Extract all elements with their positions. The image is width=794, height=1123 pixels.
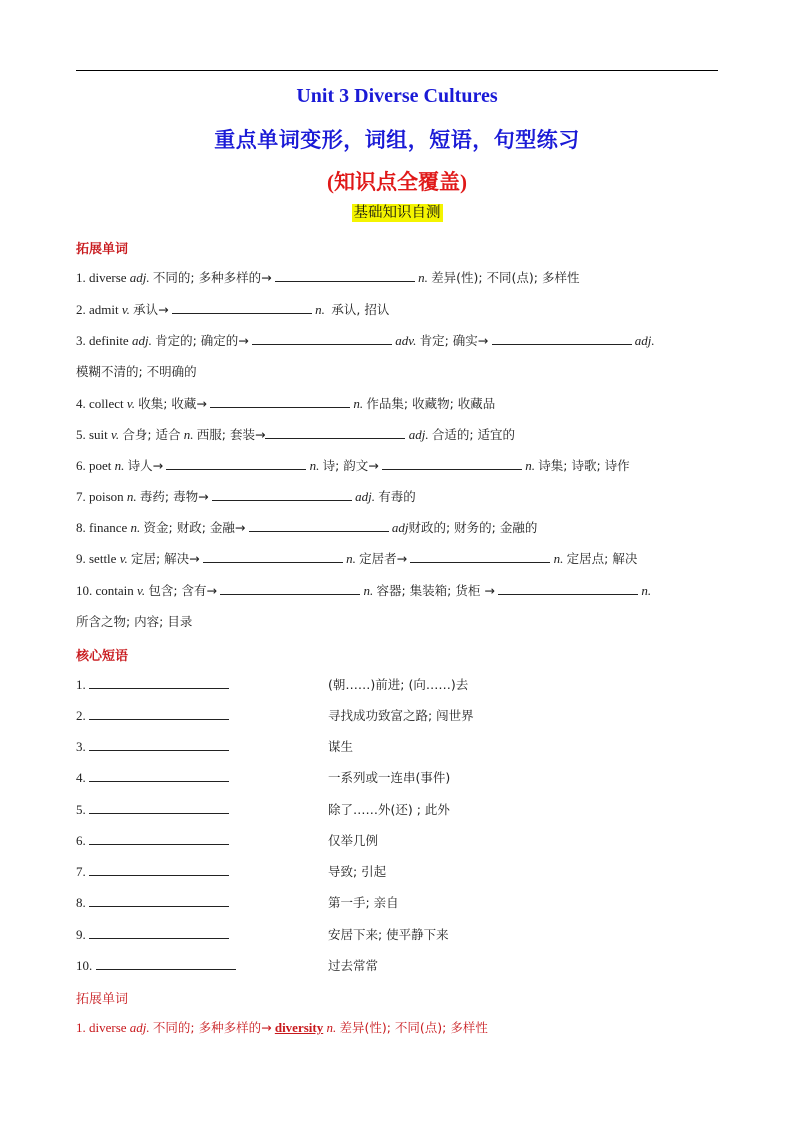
phrase-item-2: 2. <box>76 707 229 725</box>
section-heading-core-phrases: 核心短语 <box>76 649 129 664</box>
answer-blank[interactable] <box>166 457 306 470</box>
answer-blank[interactable] <box>249 519 389 532</box>
answer-blank[interactable] <box>220 582 360 595</box>
answer-item-1: 1. diverse adj. 不同的; 多种多样的→ diversity n. 差异(性); 不同(点); 多样性 <box>76 1020 488 1035</box>
answer-section-heading: 拓展单词 <box>76 992 129 1007</box>
word-item-10-continued: 所含之物; 内容; 目录 <box>76 614 193 629</box>
answer-blank[interactable] <box>89 707 229 720</box>
answer-blank[interactable] <box>265 426 405 439</box>
answer-blank[interactable] <box>89 894 229 907</box>
phrase-item-9: 9. <box>76 926 229 944</box>
phrase-meaning-9: 安居下来; 使平静下来 <box>328 927 449 942</box>
phrase-meaning-10: 过去常常 <box>328 958 379 973</box>
phrase-meaning-8: 第一手; 亲自 <box>328 895 399 910</box>
phrase-meaning-1: (朝……)前进; (向……)去 <box>328 677 469 692</box>
word-item-7: 7. poison n. 毒药; 毒物→ adj. 有毒的 <box>76 489 416 504</box>
phrase-meaning-7: 导致; 引起 <box>328 864 387 879</box>
answer-diversity: diversity <box>274 1020 324 1035</box>
section-heading-expand-words: 拓展单词 <box>76 242 129 257</box>
phrase-item-10: 10. <box>76 957 236 975</box>
header-rule <box>76 70 718 71</box>
word-item-3-continued: 模糊不清的; 不明确的 <box>76 364 197 379</box>
word-item-8: 8. finance n. 资金; 财政; 金融→ adj财政的; 财务的; 金融的 <box>76 520 538 535</box>
answer-blank[interactable] <box>89 863 229 876</box>
answer-blank[interactable] <box>492 332 632 345</box>
word-item-4: 4. collect v. 收集; 收藏→ n. 作品集; 收藏物; 收藏品 <box>76 396 496 411</box>
phrase-item-4: 4. <box>76 769 229 787</box>
answer-blank[interactable] <box>172 301 312 314</box>
coverage-note: (知识点全覆盖) <box>327 170 467 194</box>
word-item-2: 2. admit v. 承认→ n. 承认, 招认 <box>76 302 390 317</box>
answer-blank[interactable] <box>89 832 229 845</box>
self-test-badge: 基础知识自测 <box>353 205 441 221</box>
phrase-item-1: 1. <box>76 676 229 694</box>
answer-blank[interactable] <box>89 676 229 689</box>
phrase-item-3: 3. <box>76 738 229 756</box>
answer-blank[interactable] <box>382 457 522 470</box>
answer-blank[interactable] <box>410 550 550 563</box>
answer-blank[interactable] <box>210 395 350 408</box>
phrase-item-8: 8. <box>76 894 229 912</box>
word-item-6: 6. poet n. 诗人→ n. 诗; 韵文→ n. 诗集; 诗歌; 诗作 <box>76 458 630 473</box>
badge-row <box>0 201 794 222</box>
phrase-meaning-2: 寻找成功致富之路; 闯世界 <box>328 708 474 723</box>
word-item-1: 1. diverse adj. 不同的; 多种多样的→ n. 差异(性); 不同(点); 多样性 <box>76 270 580 285</box>
answer-blank[interactable] <box>203 550 343 563</box>
answer-blank[interactable] <box>212 488 352 501</box>
phrase-meaning-4: 一系列或一连串(事件) <box>328 770 451 785</box>
phrase-meaning-3: 谋生 <box>328 739 354 754</box>
worksheet-subtitle: 重点单词变形，词组，短语，句型练习 <box>214 128 580 152</box>
phrase-item-7: 7. <box>76 863 229 881</box>
phrase-item-5: 5. <box>76 801 229 819</box>
phrase-meaning-5: 除了……外(还) ; 此外 <box>328 802 450 817</box>
answer-blank[interactable] <box>89 738 229 751</box>
word-item-5: 5. suit v. 合身; 适合 n. 西服; 套装→ adj. 合适的; 适宜的 <box>76 427 516 442</box>
answer-blank[interactable] <box>275 269 415 282</box>
answer-blank[interactable] <box>498 582 638 595</box>
answer-blank[interactable] <box>89 926 229 939</box>
phrase-item-6: 6. <box>76 832 229 850</box>
answer-blank[interactable] <box>89 769 229 782</box>
answer-blank[interactable] <box>96 957 236 970</box>
unit-title: Unit 3 Diverse Cultures <box>296 85 498 107</box>
word-item-3: 3. definite adj. 肯定的; 确定的→ adv. 肯定; 确实→ adj. <box>76 333 655 348</box>
word-item-10: 10. contain v. 包含; 含有→ n. 容器; 集装箱; 货柜 → n. <box>76 583 652 598</box>
word-item-9: 9. settle v. 定居; 解决→ n. 定居者→ n. 定居点; 解决 <box>76 551 638 566</box>
answer-blank[interactable] <box>89 801 229 814</box>
answer-blank[interactable] <box>252 332 392 345</box>
phrase-meaning-6: 仅举几例 <box>328 833 379 848</box>
